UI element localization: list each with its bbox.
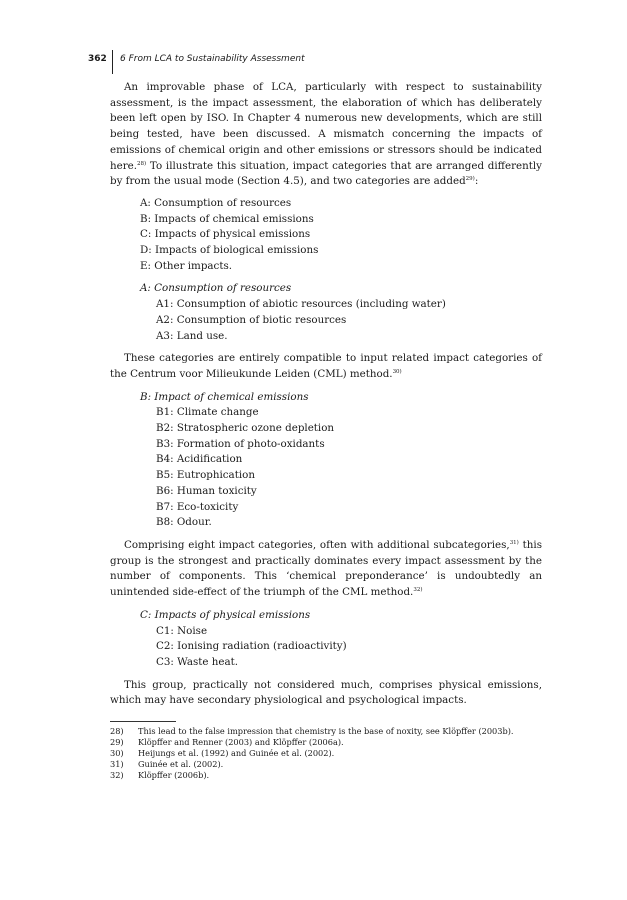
group-c: [110, 608, 542, 671]
footnote-divider: [110, 721, 176, 722]
list-item: A3: Land use.: [156, 329, 228, 342]
list-item: B: Impacts of chemical emissions: [140, 212, 314, 225]
list-item: B6: Human toxicity: [156, 484, 257, 497]
page-number: 362: [88, 54, 107, 64]
header-divider: [112, 50, 113, 74]
list-item: C3: Waste heat.: [156, 655, 239, 668]
group-heading: B: Impact of chemical emissions: [140, 390, 309, 403]
running-title: 6 From LCA to Sustainability Assessment: [120, 54, 305, 64]
list-item: B5: Eutrophication: [156, 469, 255, 482]
list-item: D: Impacts of biological emissions: [140, 244, 319, 257]
list-item: C2: Ionising radiation (radioactivity): [156, 640, 347, 653]
paragraph-physical: This group, practically not considered much, comprises physical emissions, which may have secondary physiological and psychological impacts.: [110, 678, 542, 707]
footnote-text: Klöpffer (2006b).: [138, 770, 210, 781]
paragraph-chemical: Comprising eight impact categories, often with additional subcategories,$^{31)}$ this group is the strongest and practically dominates every impact assessment by the number of components. This ‘chemical preponderance’ is undoubtedly an unintended side-effect of the triumph of the CML method.$^{32)}$: [110, 538, 542, 599]
main-text: [110, 80, 542, 781]
group-a: [110, 281, 542, 344]
footnote-text: Heijungs et al. (1992) and Guinée et al. (2002).: [138, 748, 335, 759]
list-item: B4: Acidification: [156, 453, 243, 466]
list-item: C1: Noise: [156, 624, 208, 637]
running-header: [88, 50, 548, 74]
footnote-number: 28): [110, 726, 124, 737]
group-heading: A: Consumption of resources: [140, 282, 292, 295]
list-item: B7: Eco-toxicity: [156, 500, 239, 513]
category-list: [110, 196, 542, 275]
footnote-ref[interactable]: 29): [465, 176, 475, 183]
footnote: [110, 748, 542, 759]
list-item: A2: Consumption of biotic resources: [156, 313, 347, 326]
list-item: B3: Formation of photo-oxidants: [156, 437, 325, 450]
footnote: [110, 759, 542, 770]
footnote-number: 31): [110, 759, 124, 770]
footnote-number: 32): [110, 770, 124, 781]
list-item: E: Other impacts.: [140, 259, 233, 272]
list-item: C: Impacts of physical emissions: [140, 228, 311, 241]
footnote-ref[interactable]: 32): [413, 587, 423, 594]
footnote-ref[interactable]: 28): [137, 160, 147, 167]
footnote: [110, 770, 542, 781]
footnote-number: 29): [110, 737, 124, 748]
footnote-text: Guinée et al. (2002).: [138, 759, 224, 770]
list-item: B2: Stratospheric ozone depletion: [156, 422, 335, 435]
footnote-number: 30): [110, 748, 124, 759]
footnote: [110, 726, 542, 737]
list-item: B8: Odour.: [156, 516, 212, 529]
footnote-text: This lead to the false impression that chemistry is the base of noxity, see Klöpffer (2003b).: [138, 726, 514, 737]
footnotes: [110, 726, 542, 781]
footnote-text: Klöpffer and Renner (2003) and Klöpffer (2006a).: [138, 737, 344, 748]
group-b: [110, 390, 542, 531]
list-item: A1: Consumption of abiotic resources (including water): [156, 298, 446, 311]
footnote: [110, 737, 542, 748]
group-heading: C: Impacts of physical emissions: [140, 608, 311, 621]
list-item: B1: Climate change: [156, 406, 259, 419]
footnote-ref[interactable]: 30): [392, 368, 402, 375]
footnote-ref[interactable]: 31): [509, 539, 519, 546]
list-item: A: Consumption of resources: [140, 196, 292, 209]
paragraph-cml: These categories are entirely compatible to input related impact categories of the Centrum voor Milieukunde Leiden (CML) method.$^{30)}$: [110, 352, 542, 380]
paragraph-intro: An improvable phase of LCA, particularly with respect to sustainability assessment, is the impact assessment, the elaboration of which has deliberately been left open by ISO. In Chapter 4 numerous new developments, which are still being tested, have been discussed. A mismatch concerning the impacts of emissions of chemical origin and other emissions or stressors should be indicated here.$^{28)}$ To illustrate this situation, impact categories that are arranged differently by from the usual mode (Section 4.5), and two categories are added$^{29)}$:: [110, 81, 542, 188]
